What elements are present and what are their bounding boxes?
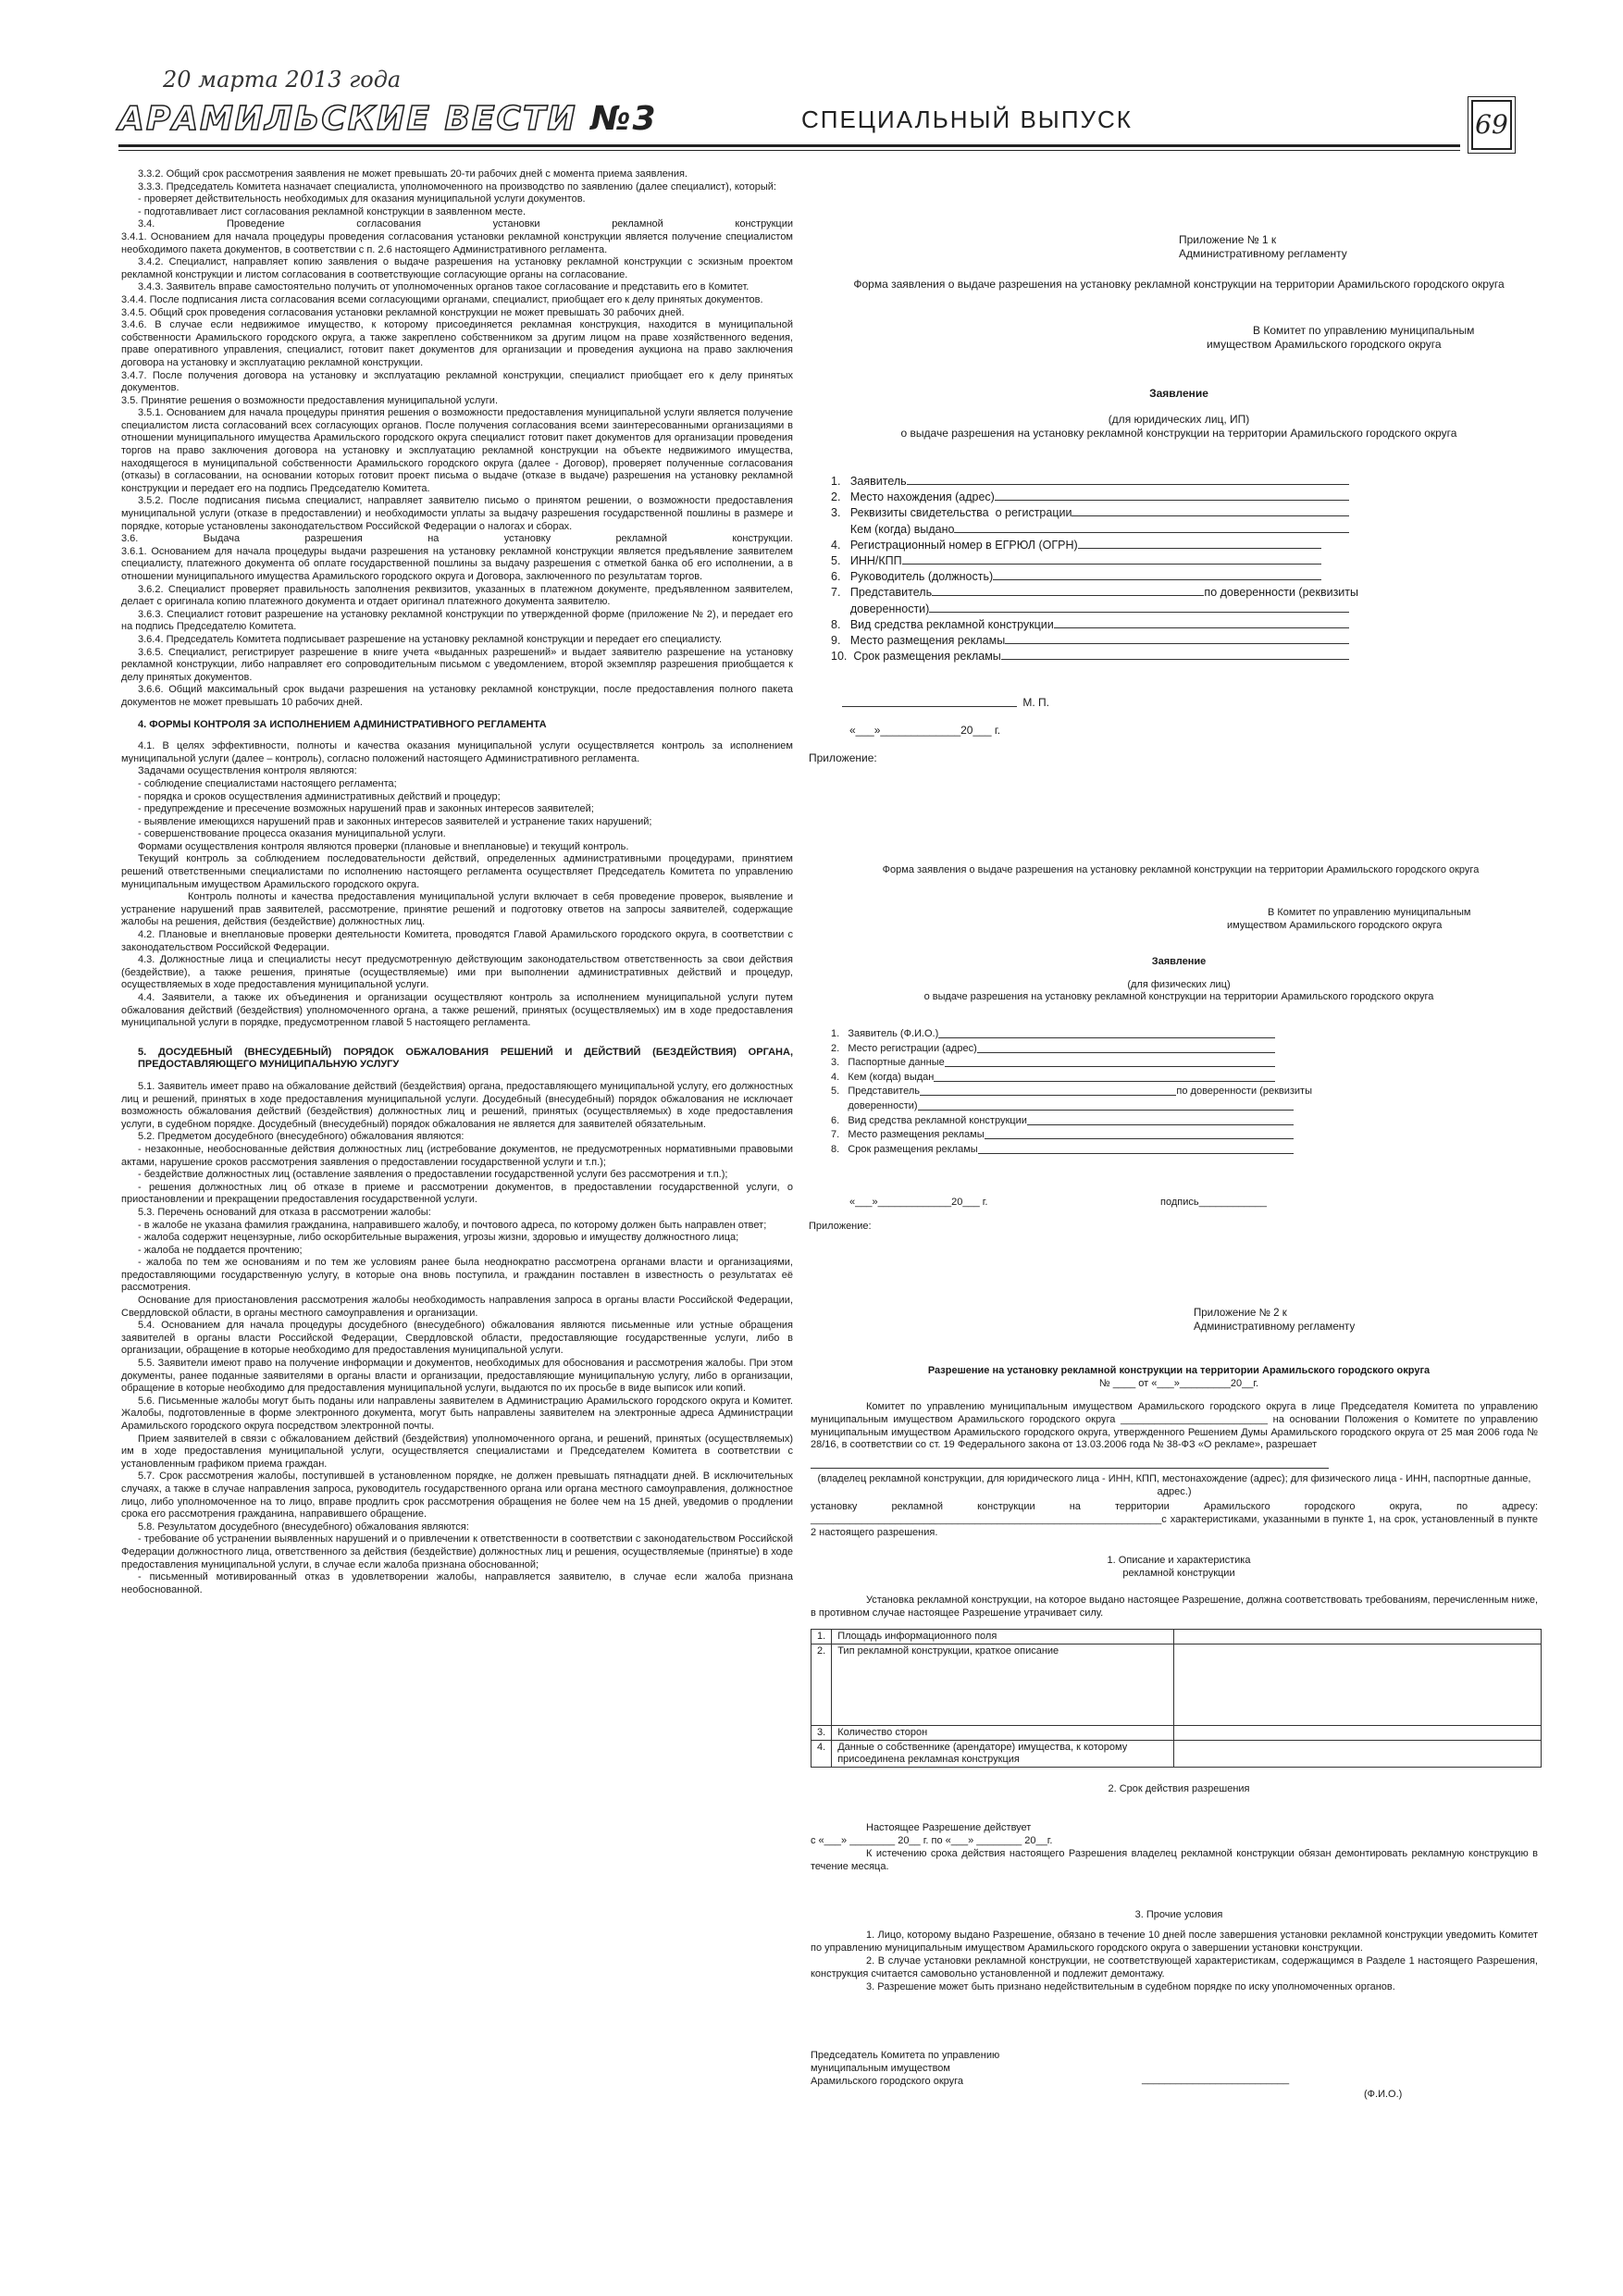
appendix-2-subtitle: Административному регламенту <box>1194 1322 1356 1333</box>
field-underline <box>1072 505 1349 516</box>
para-bullet: - предупреждение и пресечение возможных нарушений прав и законных интересов заявителей; <box>138 803 594 815</box>
para-bullet: - жалоба не поддается прочтению; <box>138 1244 303 1256</box>
field-underline <box>995 490 1349 501</box>
table-cell-label: Данные о собственнике (арендаторе) имущества, к которому присоединена рекламная конструкция <box>832 1741 1174 1768</box>
para-bullet: - проверяет действительность необходимых для оказания муниципальной услуги документов. <box>138 193 586 205</box>
field-ad-type[interactable]: 6. Вид средства рекламной конструкции <box>831 1114 1294 1129</box>
para-3-6-3: 3.6.3. Специалист готовит разрешение на установку рекламной конструкции по утвержденной форме (приложение № 2), и передает его на подпись Председателю Комитета. <box>121 608 793 633</box>
para-bullet: - жалоба содержит нецензурные, либо оскорбительные выражения, угрозы жизни, здоровью и имуществу должностного лица; <box>138 1232 739 1244</box>
zayavlenie-title-1: Заявление <box>1149 387 1208 400</box>
physical-form-fields <box>831 1027 1312 1157</box>
para-3-4-1: 3.4.1. Основанием для начала процедуры проведения согласования установки рекламной конструкции является получение специалистом необходимого пакета документов, в соответствии с п. 2.6 настоящего Административного регламента. <box>121 230 793 255</box>
signature-line: подпись____________ <box>1160 1197 1267 1208</box>
table-cell-value[interactable] <box>1174 1644 1542 1726</box>
issue-date: 20 марта 2013 года <box>163 67 402 93</box>
for-legal-entities: (для юридических лиц, ИП) <box>1108 413 1250 426</box>
fio-label: (Ф.И.О.) <box>1364 2089 1403 2100</box>
page-number: 69 <box>1471 100 1512 150</box>
date-line-2: «___»_____________20___ г. <box>849 1197 988 1208</box>
chairman-line-1: Председатель Комитета по управлению <box>811 2050 1000 2061</box>
field-underline <box>1027 1114 1294 1125</box>
para-3-4-4: 3.4.4. После подписания листа согласования всеми согласующими органами, специалист, приобщает его к делу принятых документов. <box>121 293 763 305</box>
field-underline <box>1078 538 1321 549</box>
field-applicant[interactable]: 1. Заявитель <box>831 474 1349 490</box>
field-proxy[interactable]: доверенности) <box>831 602 1349 617</box>
para-forms: Формами осуществления контроля являются проверки (плановые и внеплановые) и текущий контроль. <box>138 840 629 852</box>
table-cell-num: 4. <box>812 1741 832 1768</box>
para-5-6: 5.6. Письменные жалобы могут быть поданы или направлены заявителем в Администрацию Арамильского городского округа и Комитет. Жалобы, подготовленные в форме электронного документа, могут быть направлены заявителем на электронные адреса Администрации Арамильского городского округа посредством электронной почты. <box>121 1395 793 1432</box>
field-ogrn[interactable]: 4. Регистрационный номер в ЕГРЮЛ (ОГРН) <box>831 538 1321 553</box>
appendix-1-subtitle: Административному регламенту <box>1179 247 1347 260</box>
para-bullet: - решения должностных лиц об отказе в приеме и рассмотрении документов, в предоставлении государственной услуги, о приостановлении и прекращении предоставления государственной услуги. <box>121 1181 793 1206</box>
table-row <box>812 1630 1542 1644</box>
para-5-5: 5.5. Заявители имеют право на получение информации и документов, необходимых для обоснования и рассмотрения жалобы. При этом документы, ранее поданные заявителями в органы власти и организации, предоставляющие муниципальную услугу, либо в организации, обращение в которые необходимо для предоставления муниципальной услуги, выдаются по их просьбе в виде выписок или копий. <box>121 1358 793 1395</box>
para-bullet: - подготавливает лист согласования рекламной конструкции в заявленном месте. <box>138 205 527 217</box>
para-3-4-7: 3.4.7. После получения договора на установку и эксплуатацию рекламной конструкции, специалист приобщает его к делу принятых документов. <box>121 369 793 394</box>
attachment-label-1: Приложение: <box>809 751 877 764</box>
para-3-4: 3.4. Проведение согласования установки рекламной конструкции <box>138 218 793 230</box>
para-3-6-5: 3.6.5. Специалист, регистрирует разрешение в книге учета «выданных разрешений» и выдает заявителю разрешение на установку рекламной конструкции, либо направляет его сопроводительным письмом с уведомлением, второй экземпляр разрешения приобщается к делу принятых документов. <box>121 646 793 683</box>
section-2-text-1: Настоящее Разрешение действует <box>866 1822 1032 1833</box>
field-underline <box>978 1143 1294 1154</box>
field-underline <box>938 1027 1275 1038</box>
para-suspension: Основание для приостановления рассмотрения жалобы необходимость направления запроса в органы власти Российской Федерации, Свердловской области, в органы местного самоуправления и организации. <box>121 1295 793 1319</box>
para-5-3: 5.3. Перечень оснований для отказа в рассмотрении жалобы: <box>138 1206 431 1218</box>
signature-underline <box>842 696 1017 707</box>
newspaper-name <box>118 100 658 138</box>
field-ad-term[interactable]: 10. Срок размещения рекламы <box>831 649 1349 664</box>
field-director[interactable]: 6. Руководитель (должность) <box>831 569 1321 585</box>
para-3-5-1: 3.5.1. Основанием для начала процедуры принятия решения о возможности предоставления муниципальной услуги является получение специалистом листа согласований всех согласующих органов. После получения согласования всеми заинтересованными организациями в отношении муниципального имущества Арамильского городского округа специалист готовит пакет документов для организации проведения торгов на право заключения договора на установку и эксплуатацию рекламной конструкции на объекте недвижимого имущества, находящегося в муниципальной собственности Арамильского городского округа (далее - Договор), проверяет полученные согласования (отказы) в согласовании, на основании которых готовит проект письма о выдаче (отказе в выдаче) разрешения на установку рекламной конструкции и передает его на подпись Председателю Комитета. <box>121 407 793 494</box>
attachment-label-2: Приложение: <box>809 1221 872 1232</box>
legal-form-fields <box>831 474 1358 664</box>
table-cell-label: Тип рекламной конструкции, краткое описание <box>832 1644 1174 1726</box>
table-cell-num: 2. <box>812 1644 832 1726</box>
section-1-title <box>809 1554 1549 1580</box>
section-3-body <box>811 1929 1538 1993</box>
field-underline <box>918 1099 1294 1111</box>
section-2-body <box>811 1821 1538 1873</box>
section-1-text: Установка рекламной конструкции, на которое выдано настоящее Разрешение, должна соответствовать требованиям, перечисленным ниже, в противном случае настоящее Разрешение утрачивает силу. <box>811 1595 1538 1619</box>
permit-owner-hint: (владелец рекламной конструкции, для юридического лица - ИНН, КПП, местонахождение (адрес); для физического лица - ИНН, паспортные данные, адрес.) <box>817 1473 1531 1497</box>
chairman-signature <box>811 2049 999 2088</box>
table-cell-num: 3. <box>812 1726 832 1741</box>
addressee-line-2: имуществом Арамильского городского округа <box>1227 919 1443 931</box>
for-physical-persons: (для физических лиц) <box>1127 979 1231 990</box>
stamp-mark: М. П. <box>1022 696 1049 709</box>
addressee-line-2: имуществом Арамильского городского округа <box>1207 338 1442 351</box>
field-reg-address[interactable]: 2. Место регистрации (адрес) <box>831 1042 1275 1057</box>
field-issued-by[interactable]: Кем (когда) выдано <box>831 522 1349 538</box>
para-3-6-6: 3.6.6. Общий максимальный срок выдачи разрешения на установку рекламной конструкции, после предоставления полного пакета документов не может превышать 10 рабочих дней. <box>121 684 793 708</box>
para-3-6-2: 3.6.2. Специалист проверяет правильность заполнения реквизитов, указанных в платежном документе, предъявленном заявителем, делает с оригинала копию платежного документа и отдает оригинал платежного документа заявителю. <box>121 583 793 608</box>
field-issued-by[interactable]: 4. Кем (когда) выдан <box>831 1071 1275 1086</box>
para-3-6-1: 3.6.1. Основанием для начала процедуры выдачи разрешения на установку рекламной конструкции является предъявление заявителем специалисту, платежного документа об оплате государственной пошлины за выдачу разрешения с отметкой банка об его исполнении, а в отношении муниципального имущества Арамильского городского округа и Договора, заключенного по результатам торгов. <box>121 545 793 582</box>
para-4-2: 4.2. Плановые и внеплановые проверки деятельности Комитета, проводятся Главой Арамильского городского округа, в соответствии с законодательством Российской Федерации. <box>121 929 793 953</box>
para-5-4: 5.4. Основанием для начала процедуры досудебного (внесудебного) обжалования являются письменные или устные обращения заявителей в органы власти Российской Федерации, Свердловской области, предоставляющие государственные услуги, либо в организации, обращение в которые необходимо для предоставления муниципальной услуги. <box>121 1320 793 1357</box>
para-bullet: - требование об устранении выявленных нарушений и о привлечении к ответственности в соответствии с законодательством Российской Федерации должностного лица, ответственного за действия (бездействие) должностных лиц и решения, осуществляемые (принятые) в ходе предоставления муниципальной услуги, в случае если жалоба признана обоснованной; <box>121 1533 793 1570</box>
field-proxy[interactable]: доверенности) <box>831 1099 1294 1114</box>
field-representative[interactable]: 7. Представитель по доверенности (реквизиты <box>831 586 1358 600</box>
section-3-item-1: 1. Лицо, которому выдано Разрешение, обязано в течение 10 дней после завершения установки рекламной конструкции уведомить Комитет по управлению муниципальным имуществом Арамильского городского округа о завершении установки конструкции. <box>811 1930 1538 1954</box>
para-4-3: 4.3. Должностные лица и специалисты несут предусмотренную действующим законодательством ответственность за свои действия (бездействие), а также решения, принятые (осуществляемые) ими при выполнении административных действий и процедур, осуществляемых в ходе предоставления муниципальной услуги. <box>121 954 793 991</box>
para-3-3-3: 3.3.3. Председатель Комитета назначает специалиста, уполномоченного на производство по заявлению (далее специалист), который: <box>138 180 776 192</box>
chairman-line-2: муниципальным имуществом <box>811 2063 950 2074</box>
field-underline <box>932 585 1204 596</box>
field-passport[interactable]: 3. Паспортные данные <box>831 1056 1275 1071</box>
chairman-line-3: Арамильского городского округа <box>811 2076 964 2087</box>
form-2-title: Форма заявления о выдаче разрешения на установку рекламной конструкции на территории Арамильского городского округа <box>882 864 1480 875</box>
section-1-line-2: рекламной конструкции <box>1122 1568 1235 1579</box>
para-5-1: 5.1. Заявитель имеет право на обжалование действий (бездействия) органа, предоставляющего муниципальной услугу, его должностных лиц и решений, принятых в ходе предоставления муниципальной услуги. Досудебный (внесудебный) порядок обжалования не исключает возможность обжалования действий (бездействия) должностных лиц и решений, принятых (осуществляемых) в ходе предоставления услуги, в судебном порядке. Досудебный (внесудебный) порядок обжалования не является для заявителей обязательным. <box>121 1080 793 1130</box>
section-2-title: 2. Срок действия разрешения <box>1108 1783 1250 1794</box>
field-underline <box>929 602 1349 613</box>
left-column <box>121 168 793 1596</box>
para-3-4-2: 3.4.2. Специалист, направляет копию заявления о выдаче разрешения на установку рекламной конструкции с эскизным проектом рекламной конструкции и листом согласования в соответствующие согласующие органы на согласование. <box>121 256 793 280</box>
field-underline <box>934 1071 1275 1082</box>
stamp-line <box>842 696 1049 710</box>
para-3-6: 3.6. Выдача разрешения на установку рекламной конструкции. <box>121 533 793 545</box>
table-cell-label: Количество сторон <box>832 1726 1174 1741</box>
para-3-4-3: 3.4.3. Заявитель вправе самостоятельно получить от уполномоченных органов такое согласование и представить его в Комитет. <box>138 281 750 293</box>
section-2-text-3: К истечению срока действия настоящего Разрешения владелец рекламной конструкции обязан демонтировать рекламную конструкцию в течение месяца. <box>811 1848 1538 1872</box>
para-bullet: - жалоба по тем же основаниям и по тем же условиям ранее была неоднократно рассмотрена органами власти и организациями, предоставляющими государственную услугу, в которые она вновь поступила, и гражданин поставлен в известность о результатах её рассмотрения. <box>121 1257 793 1294</box>
field-underline <box>977 1042 1275 1053</box>
table-cell-num: 1. <box>812 1630 832 1644</box>
field-ad-place[interactable]: 9. Место размещения рекламы <box>831 633 1349 649</box>
para-current-control: Текущий контроль за соблюдением последовательности действий, определенных административными процедурами, принятием решений ответственными специалистами по исполнению настоящего регламента осуществляет Председатель Комитета по управлению муниципальным имуществом Арамильского городского округа. <box>121 853 793 890</box>
field-applicant-fio[interactable]: 1. Заявитель (Ф.И.О.) <box>831 1027 1275 1042</box>
para-bullet: - порядка и сроков осуществления административных действий и процедур; <box>138 790 501 802</box>
section-title: СПЕЦИАЛЬНЫЙ ВЫПУСК <box>801 105 1133 133</box>
addressee-1 <box>1207 324 1474 352</box>
masthead-rule <box>118 144 1460 147</box>
field-underline <box>1054 617 1349 628</box>
field-underline <box>1005 633 1349 644</box>
para-bullet: - в жалобе не указана фамилия гражданина, направившего жалобу, и почтового адреса, по которому должен быть направлен ответ; <box>138 1219 767 1231</box>
field-underline <box>945 1056 1275 1067</box>
para-3-3-2: 3.3.2. Общий срок рассмотрения заявления не может превышать 20-ти рабочих дней с момента приема заявления. <box>138 168 688 180</box>
para-5-7: 5.7. Срок рассмотрения жалобы, поступившей в установленном порядке, не должен превышать пятнадцати дней. В исключительных случаях, а также в случае направления запроса, руководитель государственного органа или органа местного самоуправления, должностное лицо, либо уполномоченное на то лицо, вправе продлить срок рассмотрения обращения не более чем на 15 дней, уведомив о продлении срока его рассмотрения гражданина, направившего обращение. <box>121 1471 793 1520</box>
heading-section-4: 4. ФОРМЫ КОНТРОЛЯ ЗА ИСПОЛНЕНИЕМ АДМИНИСТРАТИВНОГО РЕГЛАМЕНТА <box>138 718 547 730</box>
section-1-line-1: 1. Описание и характеристика <box>1107 1555 1251 1566</box>
field-inn-kpp[interactable]: 5. ИНН/КПП <box>831 553 1321 569</box>
addressee-line-1: В Комитет по управлению муниципальным <box>1268 907 1471 918</box>
masthead <box>118 63 1534 155</box>
para-reception: Прием заявителей в связи с обжалованием действий (бездействия) уполномоченного органа, и решений, принятых (осуществляемых) им в ходе предоставления муниципальной услуги, осуществляется специалистами и Председателем Комитета в соответствии с установленным графиком приема граждан. <box>121 1433 793 1470</box>
para-4-4: 4.4. Заявители, а также их объединения и организации осуществляют контроль за исполнением муниципальной услуги путем обжалования действий (бездействия) уполномоченного органа, а также решений, принятых (осуществляемых) им в ходе предоставления муниципальной услуги в порядке, предусмотренном главой 5 настоящего регламента. <box>121 992 793 1029</box>
form-1-title: Форма заявления о выдаче разрешения на установку рекламной конструкции на территории Арамильского городского округа <box>853 278 1505 291</box>
field-underline <box>1001 649 1349 660</box>
field-underline <box>993 569 1321 580</box>
field-registration[interactable]: 3. Реквизиты свидетельства о регистрации <box>831 505 1349 521</box>
para-4-1: 4.1. В целях эффективности, полноты и качества оказания муниципальной услуги осуществляется контроль за исполнением муниципальной услуги (далее – контроль), согласно положений настоящего Административного регламента. <box>121 740 793 764</box>
appendix-2-header <box>1194 1307 1355 1334</box>
permit-owner-line <box>811 1468 1329 1469</box>
para-tasks: Задачами осуществления контроля являются: <box>138 765 357 777</box>
field-underline <box>902 553 1321 565</box>
para-3-4-6: 3.4.6. В случае если недвижимое имущество, к которому присоединяется рекламная конструкция, находится в муниципальной собственности Арамильского городского округа, а также закреплено собственником за другим лицом на праве хозяйственного ведения, праве оперативного управления, специалист, готовит пакет документов для организации и проведения аукциона на право заключения договора на установку и эксплуатацию рекламной конструкции. <box>121 319 793 368</box>
table-cell-value[interactable] <box>1174 1630 1542 1644</box>
about-permit-2: о выдаче разрешения на установку рекламной конструкции на территории Арамильского городского округа <box>923 991 1434 1002</box>
para-5-8: 5.8. Результатом досудебного (внесудебного) обжалования являются: <box>138 1520 469 1533</box>
field-underline <box>985 1128 1294 1139</box>
field-address[interactable]: 2. Место нахождения (адрес) <box>831 490 1349 505</box>
table-row <box>812 1644 1542 1726</box>
field-underline <box>954 522 1349 533</box>
zayavlenie-title-2: Заявление <box>1151 956 1207 967</box>
section-3-title: 3. Прочие условия <box>1134 1909 1223 1920</box>
permit-address: установку рекламной конструкции на территории Арамильского городского округа, по адресу: ______________________________________________________________с характеристиками, указанными в пункте 1, на срок, установленный в пункте 2 настоящего разрешения. <box>811 1501 1538 1538</box>
issue-number: №3 <box>590 100 658 138</box>
characteristics-table-wrap <box>811 1629 1542 1768</box>
field-ad-term[interactable]: 8. Срок размещения рекламы <box>831 1143 1294 1158</box>
para-bullet: - незаконные, необоснованные действия должностных лиц (истребование документов, не предусмотренных нормативными правовыми актами, нарушение сроков рассмотрения заявления о предоставлении государственной услуги и т.п.); <box>121 1143 793 1168</box>
appendix-2-title: Приложение № 2 к <box>1194 1308 1287 1319</box>
appendix-1-header <box>1179 233 1347 261</box>
para-bullet: - соблюдение специалистами настоящего регламента; <box>138 777 397 789</box>
appendix-1-title: Приложение № 1 к <box>1179 233 1277 246</box>
addressee-2 <box>1227 907 1470 932</box>
para-bullet: - письменный мотивированный отказ в удовлетворении жалобы, направляется заявителю, в случае если жалоба признана необоснованной. <box>121 1571 793 1595</box>
field-underline <box>920 1085 1176 1096</box>
para-5-2: 5.2. Предметом досудебного (внесудебного) обжалования являются: <box>138 1131 465 1143</box>
para-3-6-4: 3.6.4. Председатель Комитета подписывает разрешение на установку рекламной конструкции и передает его специалисту. <box>138 633 723 645</box>
para-3-5-2: 3.5.2. После подписания письма специалист, направляет заявителю письмо о принятом решении, о возможности предоставления муниципальной услуги (отказе в предоставлении) и необходимости уплаты за выдачу разрешения государственной пошлины в размере и порядке, которые установлены законодательством Российской Федерации о налогах и сборах. <box>121 495 793 532</box>
para-3-5: 3.5. Принятие решения о возможности предоставления муниципальной услуги. <box>121 394 498 406</box>
para-bullet: - выявление имеющихся нарушений прав и законных интересов заявителей и устранение таких нарушений; <box>138 815 652 827</box>
permit-title: Разрешение на установку рекламной конструкции на территории Арамильского городского округа <box>927 1365 1431 1376</box>
field-ad-type[interactable]: 8. Вид средства рекламной конструкции <box>831 617 1349 633</box>
right-column <box>809 168 1558 2112</box>
section-3-item-3: 3. Разрешение может быть признано недействительным в судебном порядке по иску уполномоченных органов. <box>866 1981 1395 1992</box>
date-line-1: «___»_____________20___ г. <box>849 724 1001 737</box>
section-2-dates: с «___» ________ 20__ г. по «___» ________ 20__г. <box>811 1835 1053 1846</box>
addressee-line-1: В Комитет по управлению муниципальным <box>1253 324 1475 337</box>
newspaper-name-text: АРАМИЛЬСКИЕ ВЕСТИ <box>118 100 577 138</box>
chairman-signature-line: __________________________ <box>1142 2074 1290 2085</box>
para-quality-control: Контроль полноты и качества предоставления муниципальной услуги включает в себя проведение проверок, выявление и устранение нарушений прав заявителей, рассмотрение, принятие решений и подготовку ответов на запросы заявителей, содержащие жалобы на решения, действия (бездействие) должностных лиц. <box>121 891 793 928</box>
characteristics-table <box>811 1629 1542 1768</box>
permit-intro: Комитет по управлению муниципальным имуществом Арамильского городского округа в лице Председателя Комитета по управлению муниципальным имуществом Арамильского городского округа __________________________ на основании Положения о Комитете по управлению муниципальным имуществом Арамильского городского округа, утвержденного Решением Думы Арамильского городского округа от 25 мая 2006 года № 28/16, в соответствии со ст. 19 Федерального закона от 13.03.2006 года № 38-ФЗ «О рекламе», разрешает <box>811 1401 1538 1451</box>
para-bullet: - совершенствование процесса оказания муниципальной услуги. <box>138 828 446 840</box>
field-ad-place[interactable]: 7. Место размещения рекламы <box>831 1128 1294 1143</box>
table-cell-label: Площадь информационного поля <box>832 1630 1174 1644</box>
masthead-rule-thin <box>118 150 1460 151</box>
section-3-item-2: 2. В случае установки рекламной конструкции, не соответствующей характеристикам, содержащимся в Разделе 1 настоящего Разрешения, конструкция считается самовольно установленной и подлежит демонтажу. <box>811 1955 1538 1980</box>
permit-number: № ____ от «___»_________20__г. <box>1098 1378 1259 1389</box>
heading-section-5: 5. ДОСУДЕБНЫЙ (ВНЕСУДЕБНЫЙ) ПОРЯДОК ОБЖАЛОВАНИЯ РЕШЕНИЙ И ДЕЙСТВИЙ (БЕЗДЕЙСТВИЯ) ОРГАНА, ПРЕДОСТАВЛЯЮЩЕГО МУНИЦИПАЛЬНУЮ УСЛУГУ <box>138 1046 793 1071</box>
para-3-4-5: 3.4.5. Общий срок проведения согласования установки рекламной конструкции не может превышать 30 рабочих дней. <box>121 306 685 318</box>
table-row <box>812 1741 1542 1768</box>
field-underline <box>907 474 1349 485</box>
table-cell-value[interactable] <box>1174 1741 1542 1768</box>
para-bullet: - бездействие должностных лиц (оставление заявления о предоставлении государственной услуги без рассмотрения и т.п.); <box>138 1169 728 1181</box>
field-representative[interactable]: 5. Представитель по доверенности (реквизиты <box>831 1086 1312 1098</box>
table-row <box>812 1726 1542 1741</box>
table-cell-value[interactable] <box>1174 1726 1542 1741</box>
about-permit-1: о выдаче разрешения на установку рекламной конструкции на территории Арамильского городского округа <box>900 427 1457 440</box>
